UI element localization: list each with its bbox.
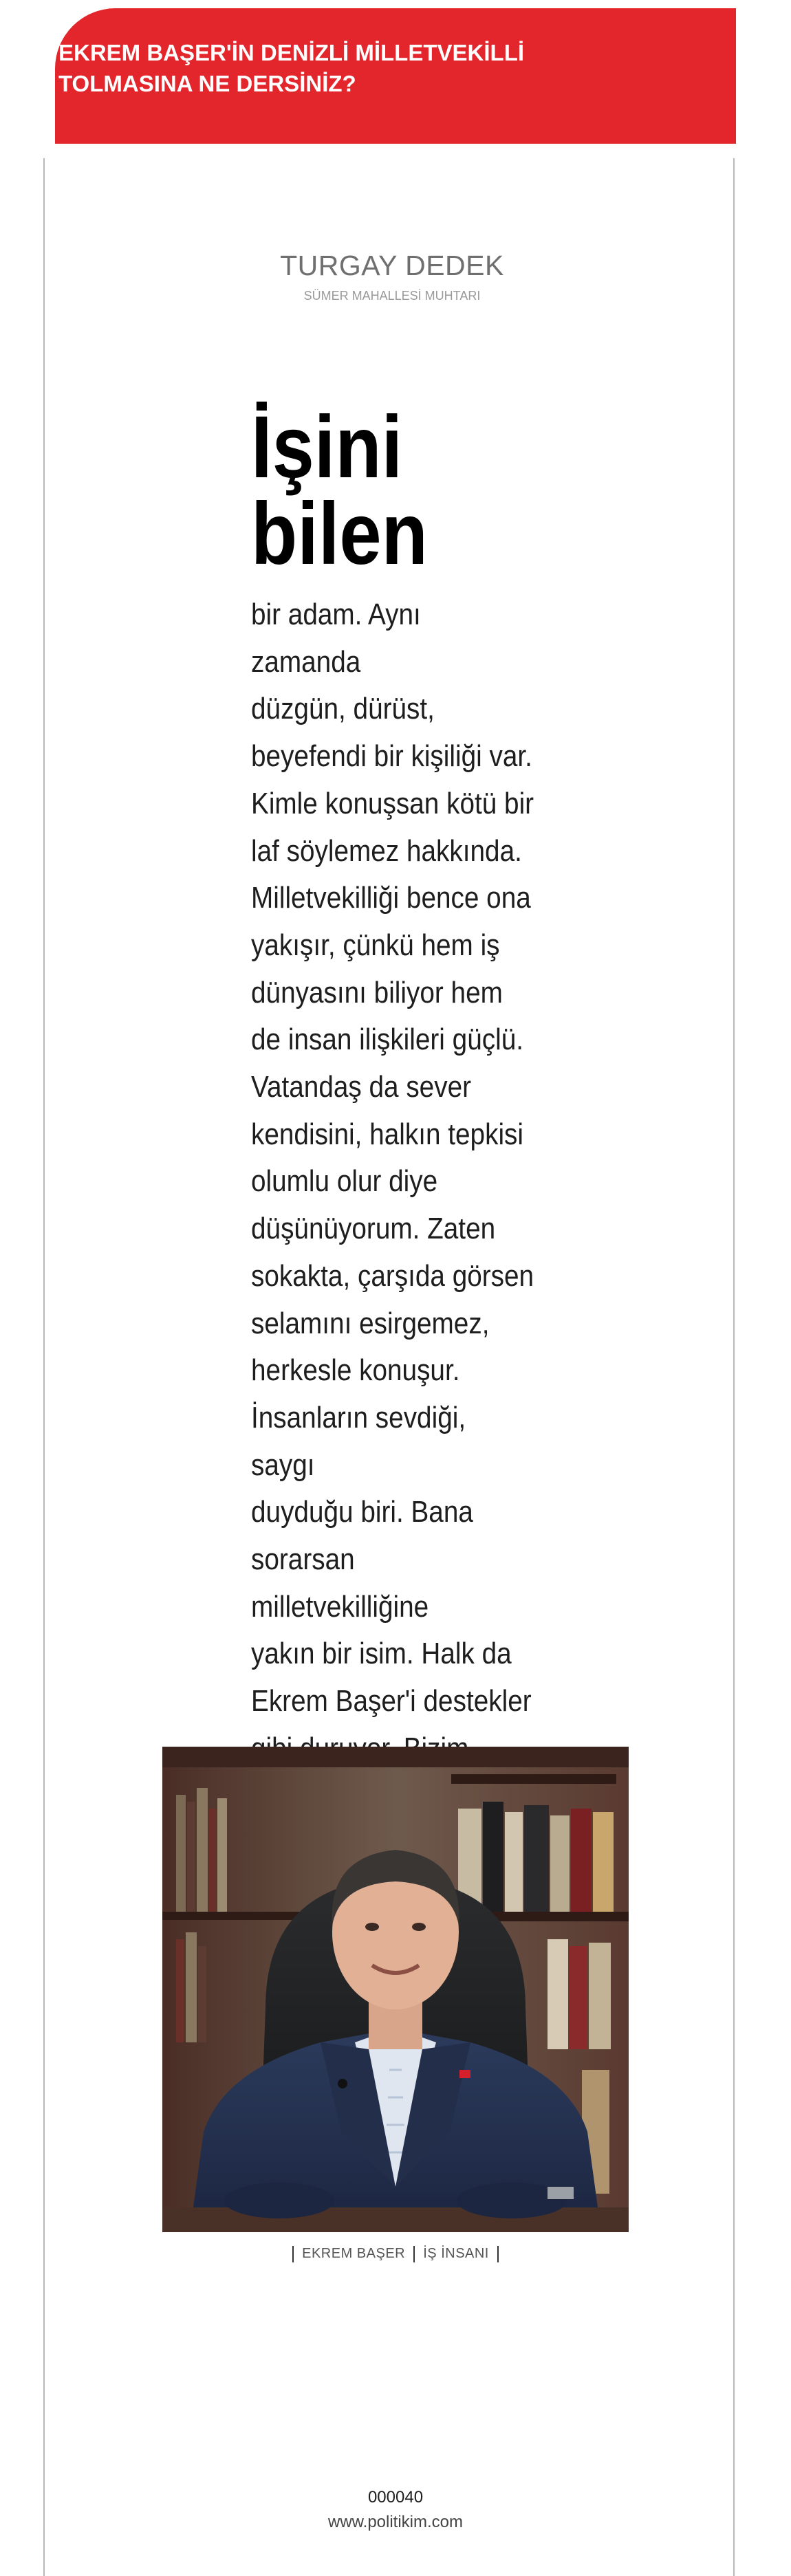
quote-line: beyefendi bir kişiliği var. [251,739,532,774]
quote-body [251,591,536,1867]
quote-line: dünyasını biliyor hem [251,975,503,1009]
portrait-illustration [162,1747,629,2232]
quote-line: olumlu olur diye [251,1164,438,1199]
quote-line: İnsanların sevdiği, saygı [251,1400,466,1482]
quote-line: bir adam. Aynı zamanda [251,598,421,679]
portrait-photo [162,1747,629,2232]
quote-line: Milletvekilliği bence ona [251,881,531,915]
quote-line: sorarsan milletvekilliğine [251,1542,429,1624]
quote-line: Vatandaş da sever [251,1070,472,1104]
quote-line: düzgün, dürüst, [251,692,435,726]
quote-headline [251,398,428,583]
quote-line: duyduğu biri. Bana [251,1495,473,1529]
caption-separator [497,2246,499,2262]
interviewee-role: SÜMER MAHALLESİ MUHTARI [303,289,481,303]
caption-title: İŞ İNSANI [423,2246,489,2261]
banner-title [58,37,664,99]
quote-line: laf söylemez hakkında. [251,833,522,868]
quote-line: Ekrem Başer'i destekler [251,1684,532,1718]
quote-line: sokakta, çarşıda görsen [251,1258,534,1293]
caption-separator [413,2246,415,2262]
quote-line: herkesle konuşur. [251,1353,460,1388]
quote-line: kendisini, halkın tepkisi [251,1117,524,1151]
interviewee-name: TURGAY DEDEK [280,250,504,281]
quote-line: Kimle konuşsan kötü bir [251,786,534,820]
quote-line: selamını esirgemez, [251,1306,490,1340]
quote-line: yakışır, çünkü hem iş [251,928,500,962]
quote-headline-line-2: bilen [251,485,428,583]
page-number: 000040 [367,2488,424,2507]
website-link[interactable]: www.politikim.com [327,2513,464,2531]
banner-title-line-2: TOLMASINA NE DERSİNİZ? [58,71,356,96]
quote-line: de insan ilişkileri güçlü. [251,1023,523,1057]
banner-title-line-1: EKREM BAŞER'İN DENİZLİ MİLLETVEKİLLİ [58,40,525,65]
left-frame-line [43,158,45,2576]
right-frame-line [733,158,735,2576]
quote-line: yakın bir isim. Halk da [251,1637,512,1671]
caption-name: EKREM BAŞER [302,2246,406,2261]
quote-headline-line-1: İşini [251,398,403,496]
caption-separator [292,2246,294,2262]
photo-caption [206,2245,585,2262]
quote-line: düşünüyorum. Zaten [251,1212,496,1246]
